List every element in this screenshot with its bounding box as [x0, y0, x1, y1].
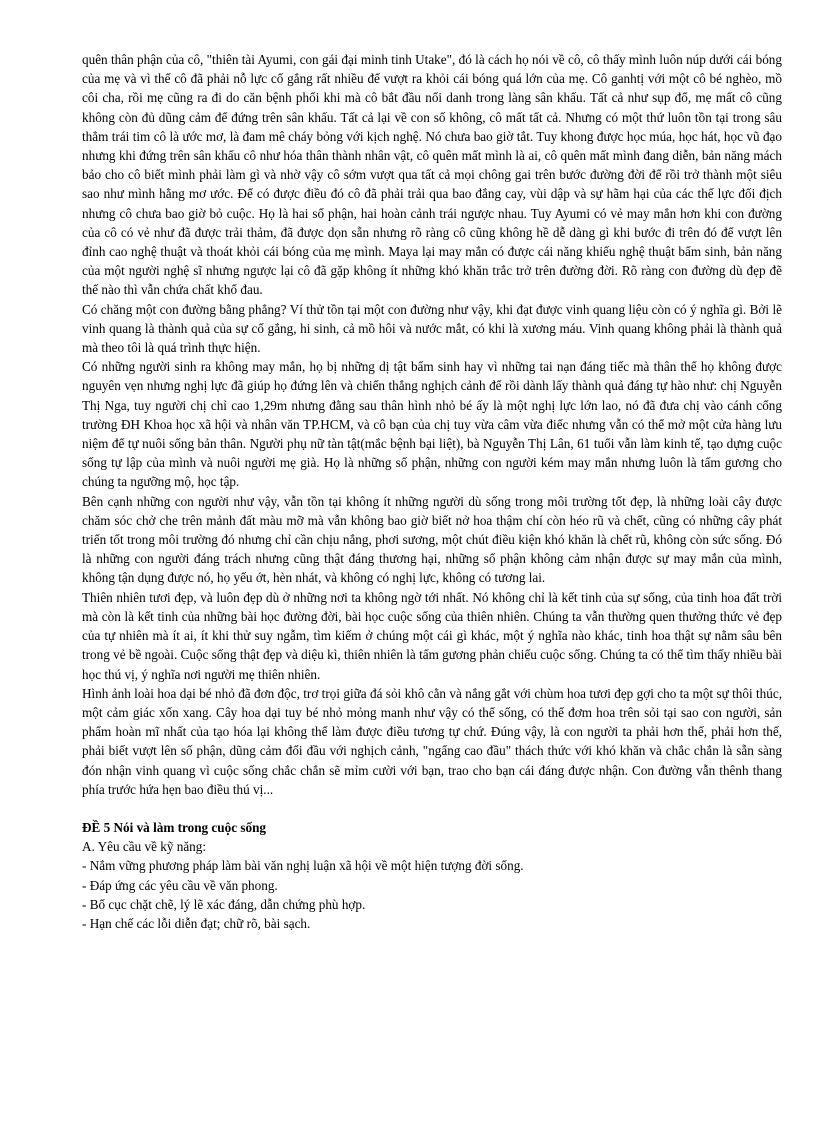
requirement-item: - Đáp ứng các yêu cầu về văn phong.	[82, 877, 278, 893]
body-paragraph-4: Bên cạnh những con người như vậy, vẫn tồn tại không ít những người dù sống trong môi trường tốt đẹp, là những loài cây được chăm sóc chở che trên mảnh đất màu mỡ mà vẫn không bao giờ biết nở hoa thậm chí còn héo rũ và chết, cũng có những cây phát triển tốt trong môi trường đó nhưng chỉ cần chịu nắng, phơi sương, một chút điều kiện khó khăn là chết rũ, không còn sức sống. Đó là những con người đáng trách nhưng cũng thật đáng thương hại, những số phận không cảm nhận được sự may mắn của mình, không tận dụng được nó, họ yếu ớt, hèn nhát, và không có nghị lực, không có tương lai.	[82, 493, 782, 586]
blank-line	[82, 799, 782, 818]
requirement-item: - Nắm vững phương pháp làm bài văn nghị luận xã hội về một hiện tượng đời sống.	[82, 858, 524, 874]
body-paragraph-3: Có những người sinh ra không may mắn, họ bị những dị tật bẩm sinh hay vì những tai nạn đáng tiếc mà thân thể họ không được nguyên vẹn nhưng nghị lực đã giúp họ đứng lên và chiến thắng nghịch cảnh để rồi dành lấy thành quả đáng tự hào như: chị Nguyễn Thị Nga, tuy người chị chỉ cao 1,29m nhưng đằng sau thân hình nhỏ bé ấy là một nghị lực lớn lao, nó đã đưa chị vào cánh cổng trường ĐH Khoa học xã hội và nhân văn TP.HCM, và cô bạn của chị tuy vừa câm vừa điếc nhưng vẫn có thể mở một cửa hàng lưu niệm để tự nuôi sống bản thân. Người phụ nữ tàn tật(mắc bệnh bại liệt), bà Nguyễn Thị Lân, 61 tuổi vẫn làm kinh tế, tạo dựng cuộc sống tự lập của mình và nuôi người mẹ già. Họ là những số phận, những con người kém may mắn nhưng luôn là tấm gương cho chúng ta ngưỡng mộ, học tập.	[82, 359, 782, 490]
section-heading: ĐỀ 5 Nói và làm trong cuộc sống	[82, 819, 267, 835]
body-paragraph-5: Thiên nhiên tươi đẹp, và luôn đẹp dù ở những nơi ta không ngờ tới nhất. Nó không chỉ là kết tinh của sự sống, của tinh hoa đất trời mà còn là kết tinh của những bài học đường đời, bài học cuộc sống của thiên nhiên. Chúng ta vẫn thường quen thưởng thức vẻ đẹp của tự nhiên mà ít ai, ít khi thử suy ngẫm, tìm kiếm ở chúng một cái gì khác, một ý nghĩa nào khác, tinh hoa thật sự nằm sâu bên trong vẻ bề ngoài. Cuộc sống thật đẹp và diệu kì, thiên nhiên là tấm gương phản chiếu cuộc sống. Chúng ta có thể tìm thấy nhiều bài học thú vị, ý nghĩa nơi người mẹ thiên nhiên.	[82, 589, 782, 682]
body-paragraph-6: Hình ảnh loài hoa dại bé nhỏ đã đơn độc, trơ trọi giữa đá sỏi khô cằn và nắng gắt với chùm hoa tươi đẹp gợi cho ta một sự thôi thúc, một cảm giác xốn xang. Cây hoa dại tuy bé nhỏ mỏng manh như vậy có thể sống, có thể đơm hoa trên sỏi tại sao con người, sản phẩm hoàn mĩ nhất của tạo hóa lại không thể làm được điều tương tự chứ. Đúng vậy, là con người ta phải hơn thế, phải hơn thế, phải biết vượt lên số phận, dũng cảm đối đầu với nghịch cảnh, "ngẩng cao đầu" thách thức với khó khăn và chắc chắn là sẵn sàng đón nhận vinh quang vì cuộc sống chắc chắn sẽ mỉm cười với bạn, trao cho bạn cái đáng được nhận. Con đường vẫn thênh thang phía trước hứa hẹn bao điều thú vị...	[82, 685, 782, 797]
requirement-item: - Bố cục chặt chẽ, lý lẽ xác đáng, dẫn chứng phù hợp.	[82, 896, 366, 912]
body-paragraph-2: Có chăng một con đường bằng phẳng? Ví thử tồn tại một con đường như vậy, khi đạt được vinh quang liệu còn có ý nghĩa gì. Bởi lẽ vinh quang là thành quả của sự cố gắng, hi sinh, cả mồ hôi và nước mắt, có khi là xương máu. Vinh quang không phải là thành quả mà theo tôi là quá trình thực hiện.	[82, 301, 782, 356]
body-paragraph-1: quên thân phận của cô, "thiên tài Ayumi, con gái đại minh tinh Utake", đó là cách họ nói về cô, cô thấy mình luôn núp dưới cái bóng của mẹ và vì thế cô đã phải nỗ lực cố gắng rất nhiều để vượt ra khỏi cái bóng quá lớn của mẹ. Cô ganhtị với một cô bé nghèo, mồ côi cha, rồi mẹ cũng ra đi do căn bệnh phổi khi mà cô bắt đầu nổi danh trong làng sân khấu. Tất cả như sụp đổ, mẹ mất cô cũng không còn đủ dũng cảm để đứng trên sân khấu. Tất cả lại về con số không, cô mất tất cả. Nhưng có một thứ luôn tồn tại trong sâu thẳm trái tim cô là ước mơ, là đam mê cháy bỏng với kịch nghệ. Nó chưa bao giờ tắt. Tuy khong được học múa, học hát, học vũ đạo nhưng khi đứng trên sân khấu cô như hóa thân thành nhân vật, cô quên mất mình là ai, cô quên mất mình đang diễn, bản năng mách bảo cho cô biết mình phải làm gì và nhờ vậy cô sớm vượt qua tất cả mọi chông gai trên bước đường đời để rồi trở thành một siêu sao như mình hằng mơ ước. Để có được điều đó cô đã phải trải qua bao đắng cay, vùi dập và sự hãm hại của các thế lực đối địch nhưng cô chưa bao giờ bỏ cuộc. Họ là hai số phận, hai hoàn cảnh trái ngược nhau. Tuy Ayumi có vẻ may mắn hơn khi con đường của cô có vẻ như đã được trải thảm, đã được dọn sẵn nhưng rõ ràng cô cũng không hề dễ dàng gì khi bước đi trên đó để vượt lên đỉnh cao nghệ thuật và thoát khỏi cái bóng của mẹ mình. Maya lại may mắn có được cái năng khiếu nghệ thuật bẩm sinh, bản năng của một người nghệ sĩ nhưng ngược lại cô đã gặp không ít những khó khăn trắc trở trên đường đời. Rõ ràng con đường dù đẹp đẽ thế nào thì vẫn chứa chất khổ đau.	[82, 52, 782, 298]
requirement-item: - Hạn chế các lỗi diễn đạt; chữ rõ, bài sạch.	[82, 915, 311, 931]
document-page	[82, 50, 782, 933]
section-subheading: A. Yêu cầu về kỹ năng:	[82, 839, 207, 855]
